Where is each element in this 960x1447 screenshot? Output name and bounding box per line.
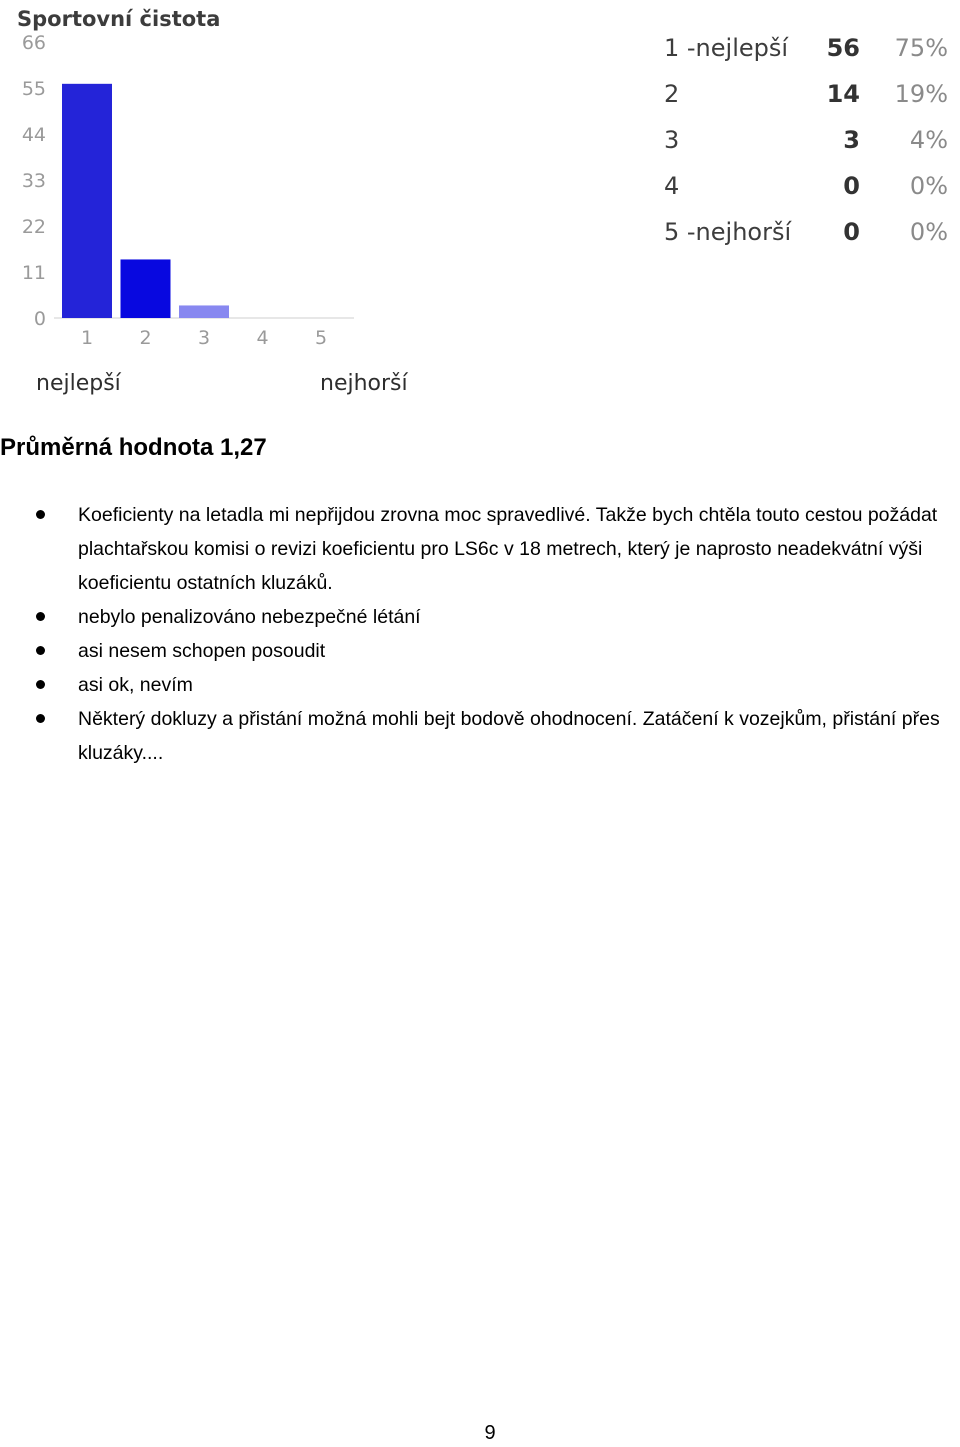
x-tick-label: 5	[314, 327, 328, 349]
comment-item	[0, 600, 960, 634]
summary-count: 0	[843, 172, 860, 200]
comment-item	[0, 702, 960, 770]
summary-row	[664, 122, 954, 168]
y-tick-label: 55	[21, 78, 46, 100]
summary-label: 1 -nejlepší	[664, 34, 789, 62]
bar-2	[121, 259, 171, 318]
best-end-label: nejlepší	[36, 371, 121, 396]
average-value-heading: Průměrná hodnota 1,27	[0, 434, 267, 461]
summary-label: 3	[664, 126, 680, 154]
x-tick-label: 3	[197, 327, 211, 349]
chart-svg	[0, 0, 480, 410]
y-tick-label: 33	[21, 170, 46, 192]
chart-title: Sportovní čistota	[17, 7, 221, 31]
summary-count: 0	[843, 218, 860, 246]
comment-text: asi nesem schopen posoudit	[78, 640, 326, 662]
bullet-icon	[36, 714, 45, 723]
comment-text: nebylo penalizováno nebezpečné létání	[78, 606, 421, 628]
summary-count: 14	[826, 80, 860, 108]
y-tick-label: 22	[21, 216, 46, 238]
summary-row	[664, 168, 954, 214]
comment-text: Koeficienty na letadla mi nepřijdou zrovna moc spravedlivé. Takže bych chtěla touto cestou požádat plachtařskou komisi o revizi koeficientu pro LS6c v 18 metrech, který je naprosto neadekvátní výši koeficientu ostatních kluzáků.	[78, 504, 938, 594]
bullet-icon	[36, 680, 45, 689]
y-tick-label: 66	[21, 32, 46, 54]
summary-percent: 75%	[894, 34, 948, 62]
bar-3	[179, 305, 229, 318]
summary-count: 3	[843, 126, 860, 154]
summary-count: 56	[826, 34, 860, 62]
document-body	[0, 428, 960, 770]
comment-list	[0, 498, 960, 770]
page-number: 9	[484, 1422, 496, 1444]
summary-row	[664, 214, 954, 260]
summary-row	[664, 30, 954, 76]
bullet-icon	[36, 612, 45, 621]
summary-label: 2	[664, 80, 680, 108]
summary-label: 5 -nejhorší	[664, 218, 792, 246]
bar-chart	[0, 0, 960, 410]
y-tick-label: 0	[33, 308, 46, 330]
x-tick-label: 1	[80, 327, 94, 349]
summary-percent: 4%	[909, 126, 948, 154]
y-tick-label: 44	[21, 124, 46, 146]
summary-row	[664, 76, 954, 122]
bar-1	[62, 84, 112, 318]
comment-text: asi ok, nevím	[78, 674, 193, 696]
summary-table	[664, 30, 954, 260]
comment-item	[0, 498, 960, 600]
summary-percent: 0%	[909, 172, 948, 200]
y-tick-label: 11	[21, 262, 46, 284]
summary-percent: 19%	[894, 80, 948, 108]
summary-label: 4	[664, 172, 680, 200]
comment-text: Některý dokluzy a přistání možná mohli bejt bodově ohodnocení. Zatáčení k vozejkům, přistání přes kluzáky....	[78, 708, 940, 764]
bullet-icon	[36, 510, 45, 519]
x-tick-label: 4	[256, 327, 269, 349]
bullet-icon	[36, 646, 45, 655]
worst-end-label: nejhorší	[320, 371, 408, 396]
comment-item	[0, 668, 960, 702]
summary-percent: 0%	[909, 218, 948, 246]
x-tick-label: 2	[139, 327, 152, 349]
comment-item	[0, 634, 960, 668]
